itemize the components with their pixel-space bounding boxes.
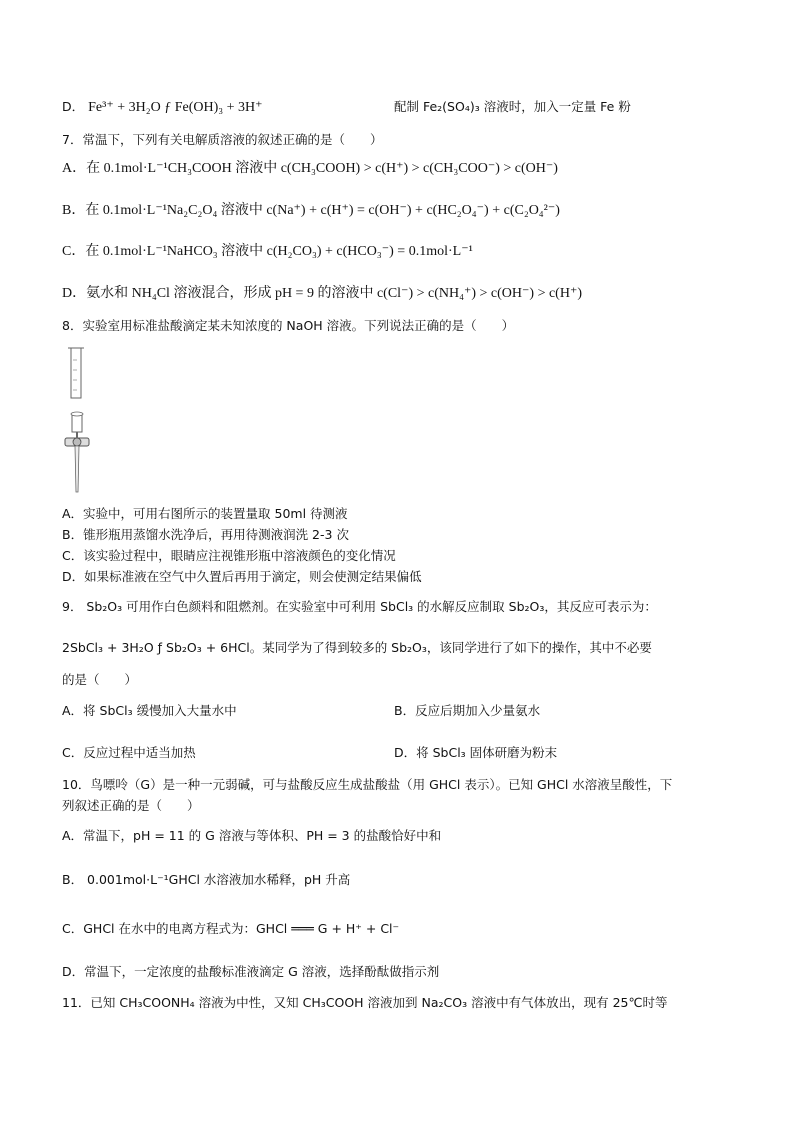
q9-option-a: A．将 SbCl₃ 缓慢加入大量水中 <box>62 703 237 718</box>
q6-option-d-description: 配制 Fe₂(SO₄)₃ 溶液时，加入一定量 Fe 粉 <box>394 99 631 114</box>
q8-option-b: B．锥形瓶用蒸馏水洗净后，再用待测液润洗 2-3 次 <box>62 527 349 542</box>
q7-option-b: B．在 0.1mol·L⁻¹Na₂C₂O₄ 溶液中 c(Na⁺) + c(H⁺) = c(OH⁻) + c(HC₂O₄⁻) + c(C₂O₄²⁻) <box>62 203 560 218</box>
q10-option-d: D．常温下，一定浓度的盐酸标准液滴定 G 溶液，选择酚酞做指示剂 <box>62 964 440 979</box>
q7-stem: 7．常温下，下列有关电解质溶液的叙述正确的是（ ） <box>62 132 383 147</box>
q8-option-c: C．该实验过程中，眼睛应注视锥形瓶中溶液颜色的变化情况 <box>62 548 396 563</box>
q9-stem-line3: 的是（ ） <box>62 672 138 687</box>
burette-apparatus-image <box>62 342 92 502</box>
q9-option-c: C．反应过程中适当加热 <box>62 745 196 760</box>
q9-option-d: D．将 SbCl₃ 固体研磨为粉末 <box>394 745 558 760</box>
q8-option-a: A．实验中，可用右图所示的装置量取 50ml 待测液 <box>62 506 348 521</box>
q10-option-a: A．常温下，pH = 11 的 G 溶液与等体积、PH = 3 的盐酸恰好中和 <box>62 828 442 843</box>
q10-stem-line2: 列叙述正确的是（ ） <box>62 798 200 813</box>
q7-option-a: A．在 0.1mol·L⁻¹CH₃COOH 溶液中 c(CH₃COOH) > c(H⁺) > c(CH₃COO⁻) > c(OH⁻) <box>62 161 558 176</box>
q11-stem: 11．已知 CH₃COONH₄ 溶液为中性，又知 CH₃COOH 溶液加到 Na₂CO₃ 溶液中有气体放出，现有 25℃时等 <box>62 995 668 1010</box>
q10-stem-line1: 10．鸟嘌呤（G）是一种一元弱碱，可与盐酸反应生成盐酸盐（用 GHCl 表示）。已知 GHCl 水溶液呈酸性，下 <box>62 777 673 792</box>
q10-option-c: C．GHCl 在水中的电离方程式为：GHCl ═══ G + H⁺ + Cl⁻ <box>62 921 400 936</box>
q9-stem-line2: 2SbCl₃ + 3H₂O ƒ Sb₂O₃ + 6HCl。某同学为了得到较多的 Sb₂O₃，该同学进行了如下的操作，其中不必要 <box>62 640 652 655</box>
q6-option-d <box>62 98 263 117</box>
q8-stem: 8．实验室用标准盐酸滴定某未知浓度的 NaOH 溶液。下列说法正确的是（ ） <box>62 318 515 333</box>
q9-option-b: B．反应后期加入少量氨水 <box>394 703 541 718</box>
q6-option-d-equation: Fe³⁺ + 3H₂O ƒ Fe(OH)₃ + 3H⁺ <box>88 100 263 115</box>
q6-option-d-label: D． <box>62 99 85 114</box>
q10-option-b: B． 0.001mol·L⁻¹GHCl 水溶液加水稀释，pH 升高 <box>62 872 351 887</box>
q7-option-d: D．氨水和 NH₄Cl 溶液混合，形成 pH = 9 的溶液中 c(Cl⁻) > c(NH₄⁺) > c(OH⁻) > c(H⁺) <box>62 286 583 301</box>
q7-option-c: C．在 0.1mol·L⁻¹NaHCO₃ 溶液中 c(H₂CO₃) + c(HCO₃⁻) = 0.1mol·L⁻¹ <box>62 244 473 259</box>
q9-stem-line1: 9． Sb₂O₃ 可用作白色颜料和阻燃剂。在实验室中可利用 SbCl₃ 的水解反应制取 Sb₂O₃，其反应可表示为： <box>62 599 657 614</box>
q8-option-d: D．如果标准液在空气中久置后再用于滴定，则会使测定结果偏低 <box>62 569 422 584</box>
